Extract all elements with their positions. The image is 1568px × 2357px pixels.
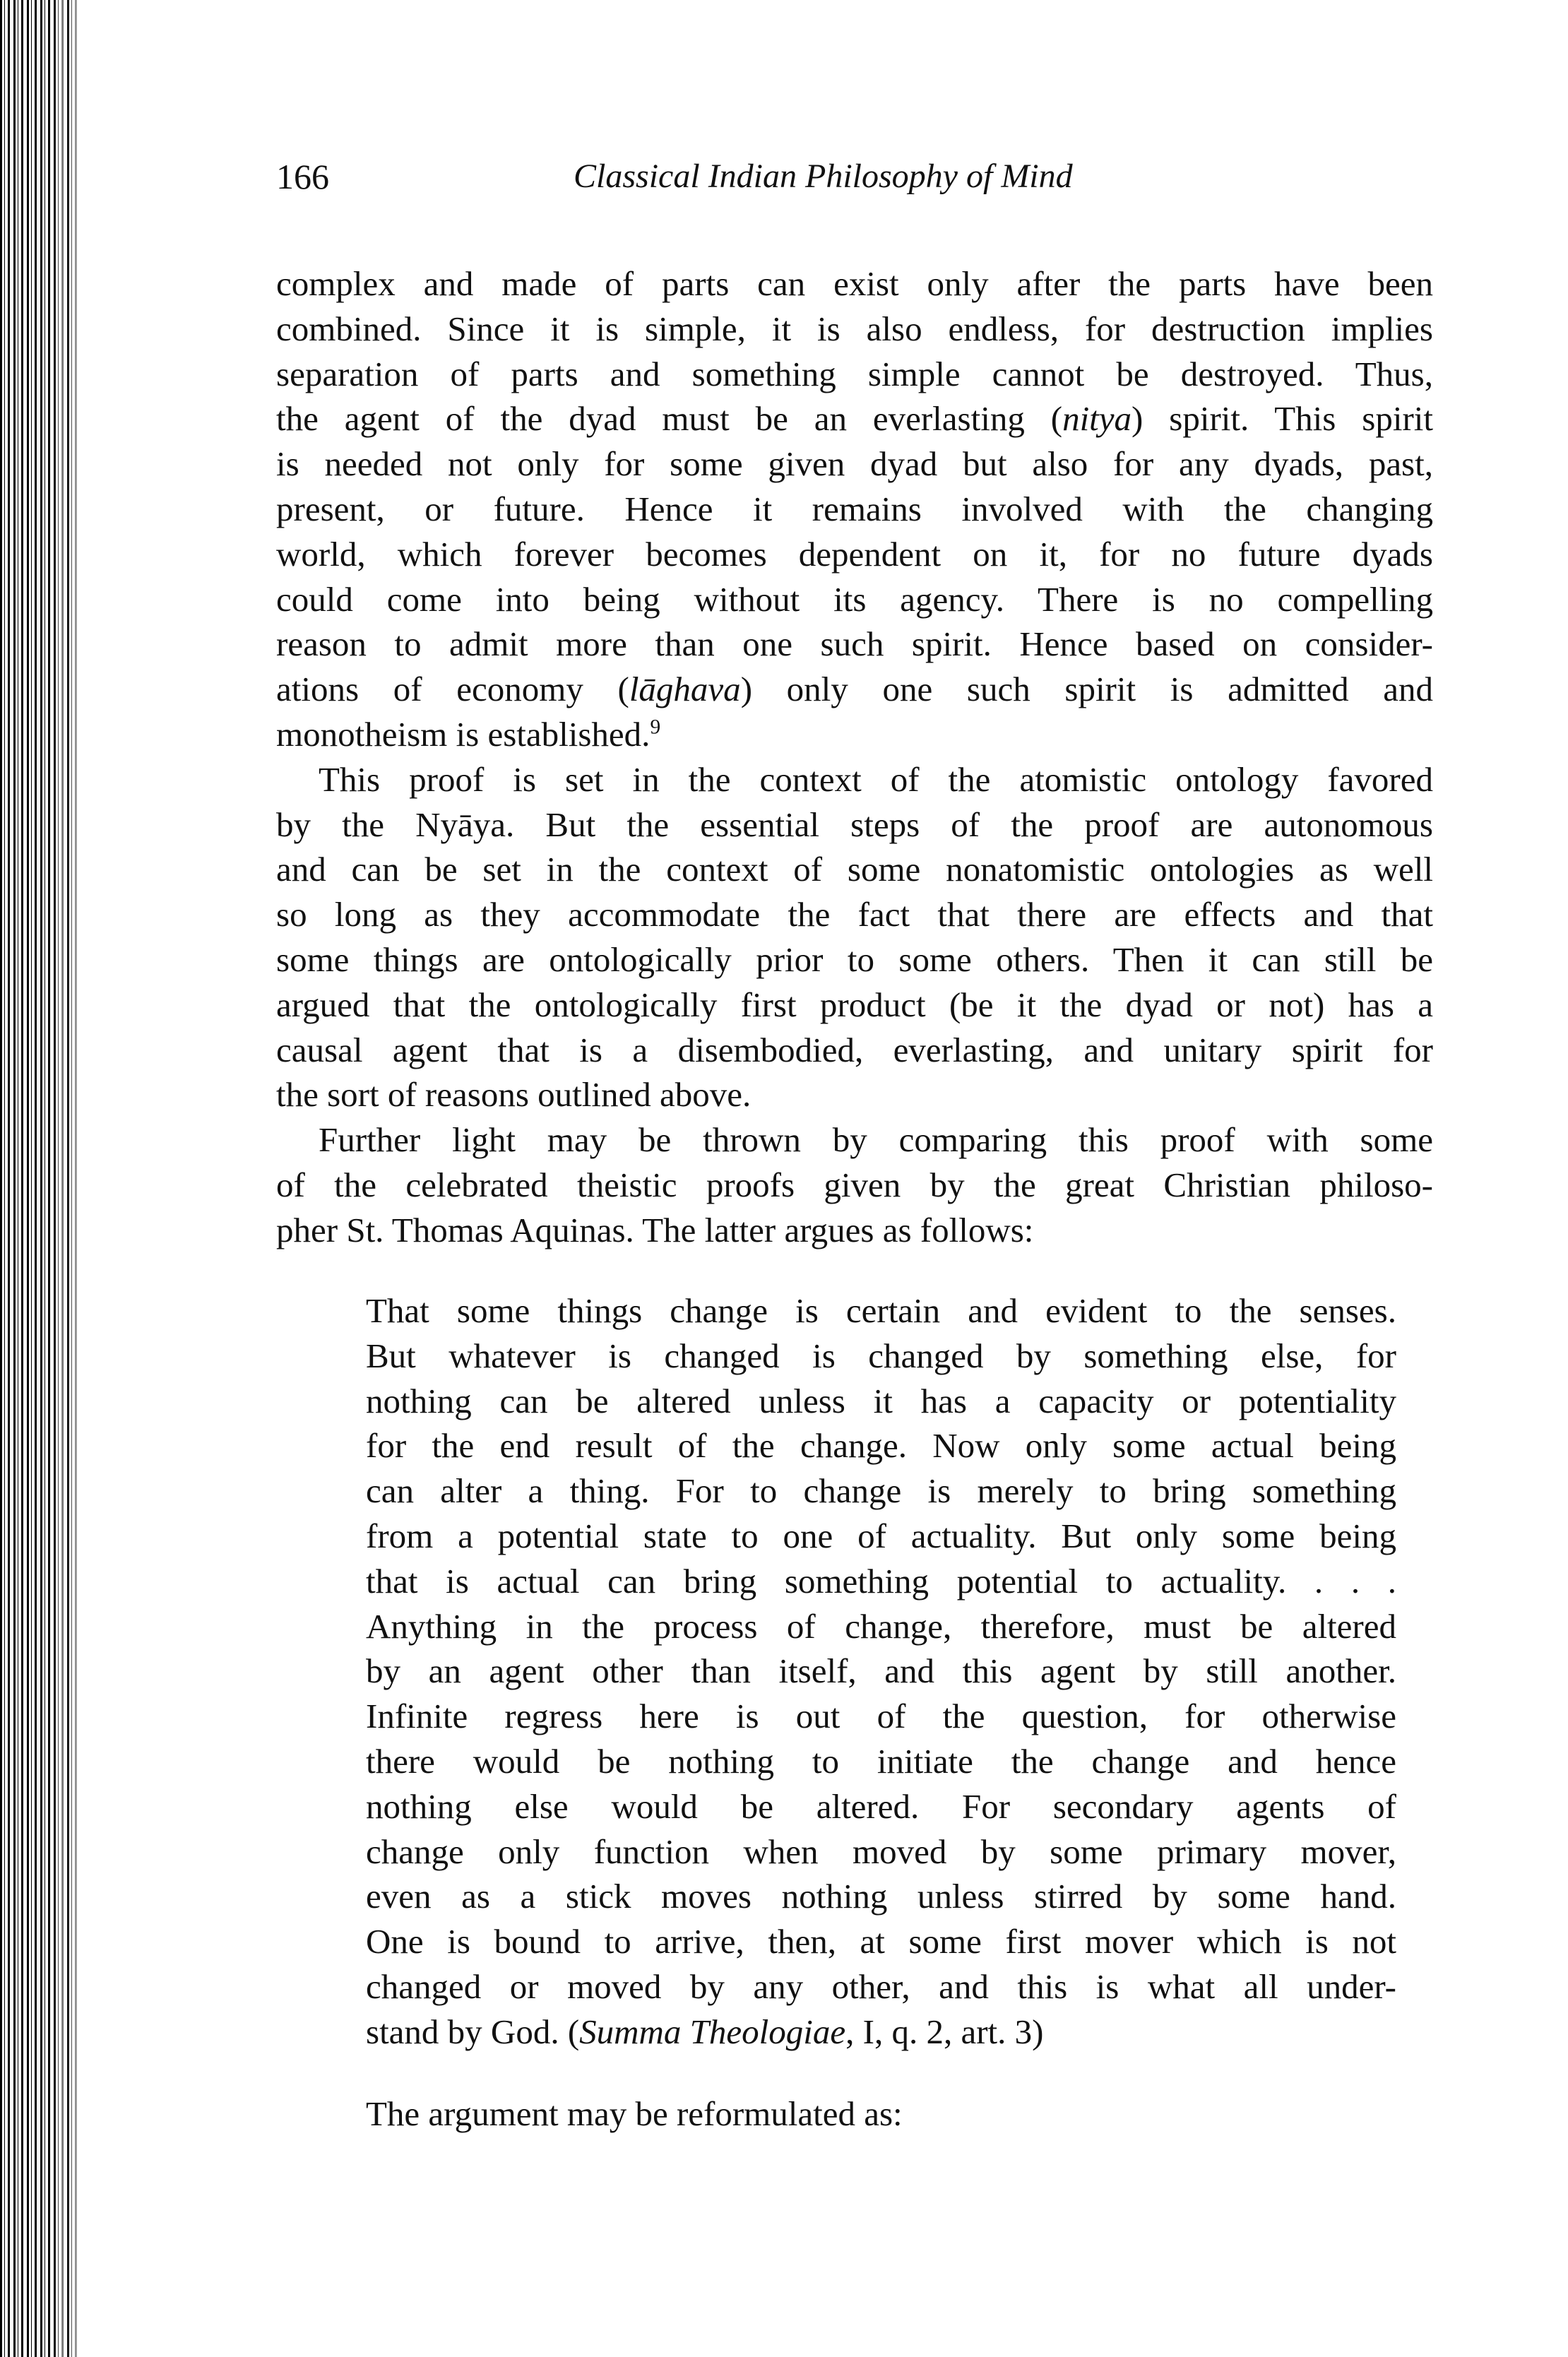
text-line: [276, 578, 1433, 621]
italic-term: lāghava: [629, 670, 741, 709]
text-line: [276, 1164, 1433, 1206]
quote-line: [366, 1920, 1396, 1963]
text-run: argued that the ontologically first product (be it the dyad or not) has a: [276, 985, 1433, 1024]
text-run: complex and made of parts can exist only after the parts have been: [276, 264, 1433, 303]
text-run: causal agent that is a disembodied, everlasting, and unitary spirit for: [276, 1030, 1433, 1069]
quote-line: [366, 2011, 1396, 2053]
quote-line: [366, 1515, 1396, 1557]
text-run: by an agent other than itself, and this agent by still another.: [366, 1651, 1396, 1691]
text-run: there would be nothing to initiate the change and hence: [366, 1742, 1396, 1781]
text-line: [276, 668, 1433, 711]
text-line: [276, 263, 1433, 305]
text-run: combined. Since it is simple, it is also endless, for destruction implies: [276, 309, 1433, 348]
quote-line: [366, 1605, 1396, 1648]
quote-line: [366, 1560, 1396, 1603]
text-run: This proof is set in the context of the atomistic ontology favored: [319, 759, 1433, 799]
text-run: so long as they accommodate the fact that there are effects and that: [276, 895, 1433, 934]
text-line: [276, 623, 1433, 665]
text-line: [276, 488, 1433, 530]
text-line: [276, 1029, 1433, 1071]
text-line: [276, 353, 1433, 396]
text-run: reason to admit more than one such spirit. Hence based on consider-: [276, 624, 1433, 664]
text-run: ) spirit. This spirit: [1132, 399, 1433, 439]
text-run: world, which forever becomes dependent on it, for no future dyads: [276, 534, 1433, 574]
text-line: [276, 804, 1433, 846]
quote-line: [366, 1831, 1396, 1873]
footnote-ref: 9: [650, 716, 661, 739]
quote-line: [366, 1875, 1396, 1918]
text-run: and can be set in the context of some nonatomistic ontologies as well: [276, 850, 1433, 889]
text-run: is needed not only for some given dyad but also for any dyads, past,: [276, 444, 1433, 484]
text-run: separation of parts and something simple cannot be destroyed. Thus,: [276, 354, 1433, 393]
text-line: [276, 443, 1433, 485]
text-run: the sort of reasons outlined above.: [276, 1075, 752, 1115]
quote-line: [366, 1740, 1396, 1783]
text-run: ations of economy (: [276, 670, 629, 709]
text-line: [276, 713, 1433, 756]
text-run: That some things change is certain and evident to the senses.: [366, 1291, 1396, 1330]
text-run: pher St. Thomas Aquinas. The latter argues as follows:: [276, 1210, 1034, 1249]
text-line: [276, 533, 1433, 576]
quote-line: [366, 1650, 1396, 1692]
page-number: 166: [276, 157, 329, 196]
text-run: could come into being without its agency. There is no compelling: [276, 579, 1433, 619]
quote-line: [366, 1695, 1396, 1738]
text-line: [276, 1209, 1433, 1252]
text-line: [276, 1074, 1433, 1116]
quote-line: [366, 1786, 1396, 1828]
text-run: Further light may be thrown by comparing this proof with some: [319, 1120, 1433, 1160]
text-line: [319, 1119, 1433, 1161]
quote-line: [366, 1335, 1396, 1377]
text-run: Anything in the process of change, therefore, must be altered: [366, 1606, 1396, 1646]
text-line: [276, 848, 1433, 891]
quote-line: [366, 1425, 1396, 1467]
text-run: that is actual can bring something potential to actuality. . . .: [366, 1561, 1396, 1601]
quote-line: [366, 1380, 1396, 1423]
text-run: changed or moved by any other, and this is what all under-: [366, 1967, 1396, 2006]
text-run: by the Nyāya. But the essential steps of the proof are autonomous: [276, 805, 1433, 844]
text-run: of the celebrated theistic proofs given by the great Christian philoso-: [276, 1165, 1433, 1204]
text-run: from a potential state to one of actuality. But only some being: [366, 1516, 1396, 1555]
text-run: nothing can be altered unless it has a capacity or potentiality: [366, 1381, 1396, 1420]
text-line: [276, 939, 1433, 981]
text-run: The argument may be reformulated as:: [366, 2094, 903, 2133]
quote-line: [366, 1470, 1396, 1512]
text-run: the agent of the dyad must be an everlasting (: [276, 399, 1063, 439]
text-line: [319, 759, 1433, 801]
text-run: present, or future. Hence it remains involved with the changing: [276, 489, 1433, 528]
running-head: Classical Indian Philosophy of Mind: [574, 158, 1073, 195]
text-line: [276, 984, 1433, 1026]
text-line: [366, 2093, 1396, 2135]
text-run: , I, q. 2, art. 3): [845, 2012, 1044, 2051]
text-line: [276, 893, 1433, 936]
italic-term: nitya: [1062, 399, 1132, 439]
text-run: some things are ontologically prior to some others. Then it can still be: [276, 940, 1433, 979]
italic-term: Summa Theologiae: [579, 2012, 846, 2051]
book-binding-shadow: [0, 0, 78, 2357]
quote-line: [366, 1290, 1396, 1332]
text-run: for the end result of the change. Now only some actual being: [366, 1426, 1396, 1466]
text-run: Infinite regress here is out of the question, for otherwise: [366, 1697, 1396, 1736]
text-run: One is bound to arrive, then, at some first mover which is not: [366, 1922, 1396, 1961]
text-run: But whatever is changed is changed by something else, for: [366, 1336, 1396, 1375]
text-run: stand by God. (: [366, 2012, 580, 2051]
text-run: monotheism is established.: [276, 715, 651, 754]
text-run: change only function when moved by some primary mover,: [366, 1831, 1396, 1871]
text-run: ) only one such spirit is admitted and: [740, 670, 1433, 709]
text-run: can alter a thing. For to change is merely to bring something: [366, 1471, 1396, 1511]
text-line: [276, 398, 1433, 440]
text-run: even as a stick moves nothing unless stirred by some hand.: [366, 1877, 1396, 1916]
text-line: [276, 308, 1433, 350]
quote-line: [366, 1966, 1396, 2008]
text-run: nothing else would be altered. For secondary agents of: [366, 1786, 1396, 1826]
